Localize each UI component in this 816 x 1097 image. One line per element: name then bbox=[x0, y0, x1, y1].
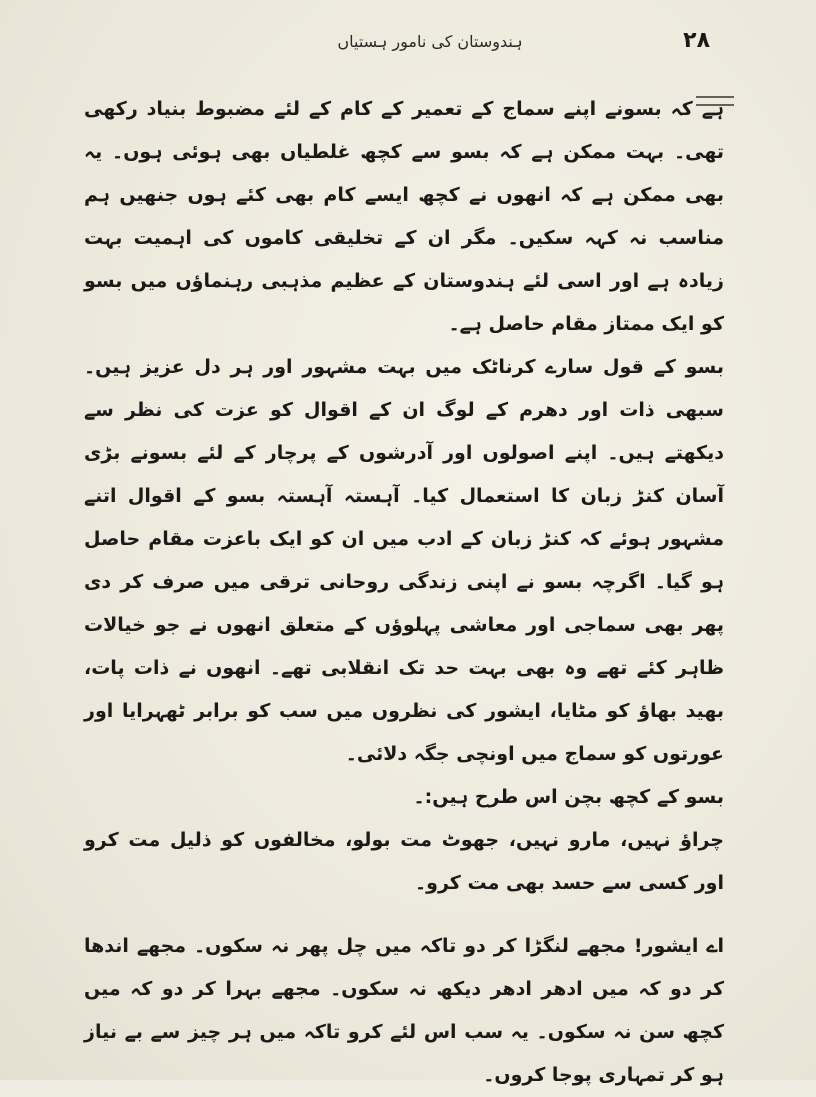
running-title: ہندوستان کی نامور ہستیاں bbox=[337, 32, 523, 51]
body-text bbox=[84, 88, 724, 1097]
paragraph-5: اے ایشور! مجھے لنگڑا کر دو تاکہ میں چل پھر نہ سکوں۔ مجھے اندھا کر دو کہ میں ادھر ادھر دیکھ نہ سکوں۔ مجھے بہرا کر دو کہ میں کچھ سن نہ سکوں۔ یہ سب اس لئے کرو تاکہ میں ہر چیز سے بے نیاز ہو کر تمہاری پوجا کروں۔ bbox=[84, 935, 724, 1086]
page-number: ۲۸ bbox=[683, 28, 710, 53]
paragraph-3: بسو کے کچھ بچن اس طرح ہیں:۔ bbox=[413, 786, 724, 808]
page-header bbox=[90, 28, 710, 64]
paragraph-1: ہے کہ بسونے اپنے سماج کے تعمیر کے کام کے لئے مضبوط بنیاد رکھی تھی۔ بہت ممکن ہے کہ بسو سے کچھ غلطیاں بھی ہوئی ہوں۔ یہ بھی ممکن ہے کہ انھوں نے کچھ ایسے کام بھی کئے ہوں جنھیں ہم مناسب نہ کہہ سکیں۔ مگر ان کے تخلیقی کاموں کی اہمیت بہت زیادہ ہے اور اسی لئے ہندوستان کے عظیم مذہبی رہنماؤں میں بسو کو ایک ممتاز مقام حاصل ہے۔ bbox=[84, 98, 724, 335]
paragraph-2: بسو کے قول سارے کرناٹک میں بہت مشہور اور ہر دل عزیز ہیں۔ سبھی ذات اور دھرم کے لوگ ان کے اقوال کو عزت کی نظر سے دیکھتے ہیں۔ اپنے اصولوں اور آدرشوں کے پرچار کے لئے بسونے بڑی آسان کنڑ زبان کا استعمال کیا۔ آہستہ آہستہ بسو کے اقوال اتنے مشہور ہوئے کہ کنڑ زبان کے ادب میں ان کو ایک باعزت مقام حاصل ہو گیا۔ اگرچہ بسو نے اپنی زندگی روحانی ترقی میں صرف کر دی پھر بھی سماجی اور معاشی پہلوؤں کے متعلق انھوں نے جو خیالات ظاہر کئے تھے وہ بھی بہت حد تک انقلابی تھے۔ انھوں نے ذات پات، بھید بھاؤ کو مٹایا، ایشور کی نظروں میں سب کو برابر ٹھہرایا اور عورتوں کو سماج میں اونچی جگہ دلائی۔ bbox=[84, 356, 724, 765]
paragraph-4: چراؤ نہیں، مارو نہیں، جھوٹ مت بولو، مخالفوں کو ذلیل مت کرو اور کسی سے حسد بھی مت کرو۔ bbox=[84, 829, 724, 894]
